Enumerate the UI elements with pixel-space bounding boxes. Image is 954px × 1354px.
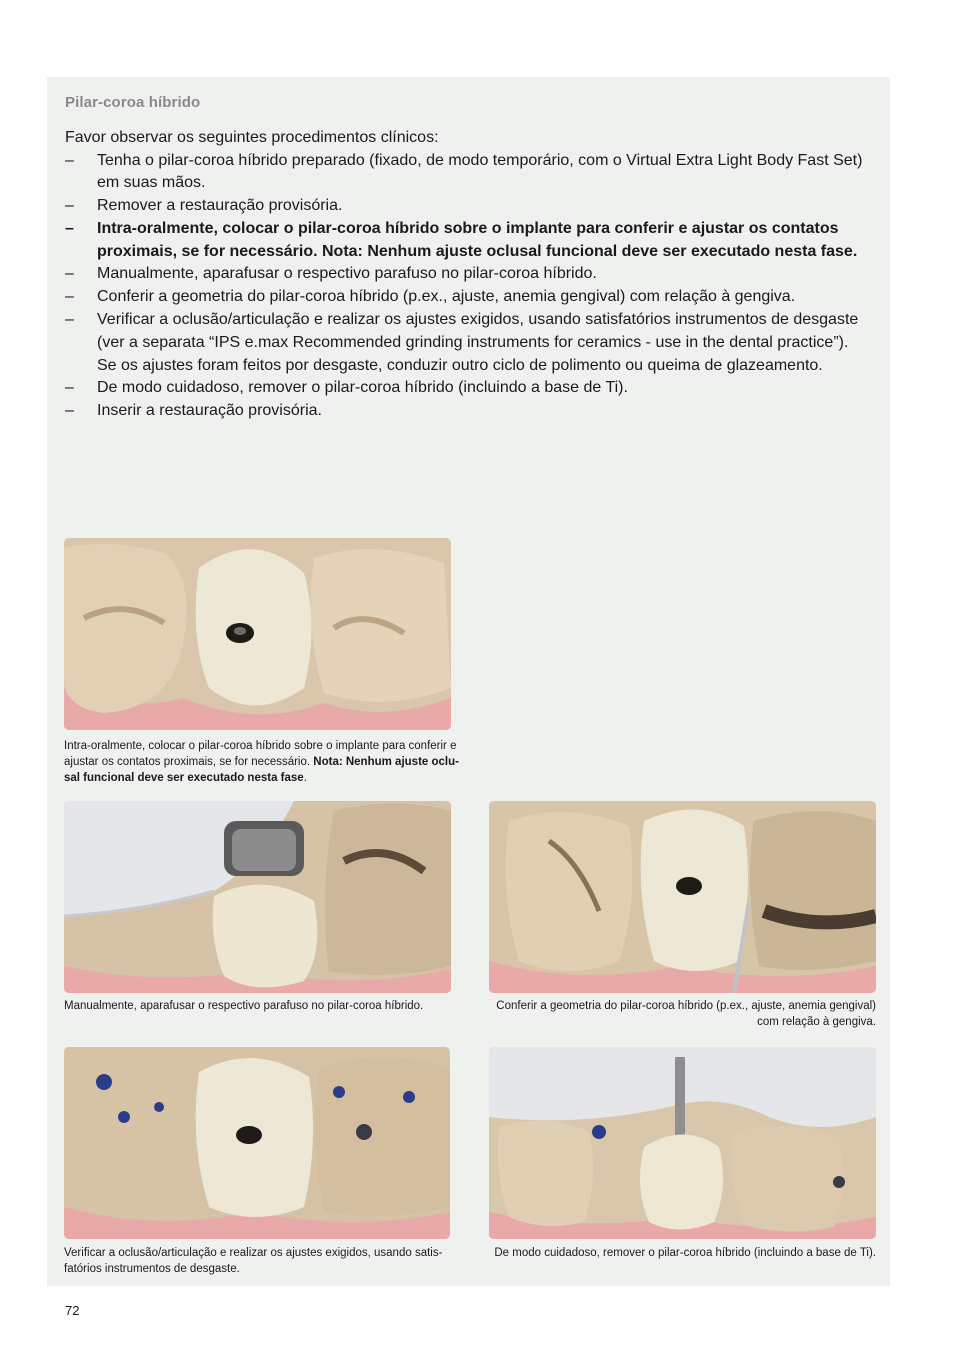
intro-text: Favor observar os seguintes procedimentos clínicos:: [65, 129, 439, 146]
caption-note: Nota: Nenhum ajuste oclusal funcional deve ser executado nesta fase: [64, 756, 459, 784]
caption-crown-removal: De modo cuidadoso, remover o pilar-coroa híbrido (incluindo a base de Ti).: [494, 1247, 876, 1259]
procedure-step-highlighted: [65, 218, 865, 264]
step-text: Tenha o pilar-coroa híbrido preparado (fixado, de modo temporário, com o Virtual Extra Light Body Fast Set) em suas mãos.: [97, 151, 863, 192]
step-text: Verificar a oclusão/articulação e realizar os ajustes exigidos, usando satisfatórios instrumentos de desgaste (ver a separata “IPS e.max Recommended grinding instruments for ceramics - use in the dental practice”). Se os ajustes foram feitos por desgaste, conduzir outro ciclo de polimento ou queima de glazeamento.: [97, 311, 859, 374]
procedure-step: [65, 195, 865, 218]
step-dash: –: [65, 197, 74, 215]
photo-screw-tightening: [64, 801, 451, 993]
caption-crown-placement: [64, 738, 459, 786]
section-title: Pilar-coroa híbrido: [65, 94, 201, 111]
caption-text: Intra-oralmente, colocar o pilar-coroa híbrido sobre o implante para conferir e ajustar os contatos proximais, se for necessário.: [64, 740, 457, 768]
caption-occlusion-check: Verificar a oclusão/articulação e realizar os ajustes exigidos, usando satisfatórios instrumentos de desgaste.: [64, 1247, 443, 1275]
caption-screw-tightening: Manualmente, aparafusar o respectivo parafuso no pilar-coroa híbrido.: [64, 1000, 424, 1012]
caption-gingiva-check: Conferir a geometria do pilar-coroa híbrido (p.ex., ajuste, anemia gengival) com relação à gengiva.: [496, 1000, 876, 1028]
procedure-step: [65, 309, 865, 377]
procedure-step: [65, 377, 865, 400]
procedure-step: [65, 400, 865, 423]
caption-end: .: [303, 772, 307, 784]
step-dash: –: [65, 288, 74, 306]
procedure-steps-list: [65, 150, 865, 424]
procedure-step: [65, 286, 865, 309]
step-dash: –: [65, 402, 74, 420]
step-dash: –: [65, 379, 74, 397]
photo-gingiva-check: [489, 801, 876, 993]
step-text: Conferir a geometria do pilar-coroa híbrido (p.ex., ajuste, anemia gengival) com relação à gengiva.: [97, 288, 796, 306]
step-text: Intra-oralmente, colocar o pilar-coroa híbrido sobre o implante para conferir e ajustar os contatos proximais, se for necessário. Nota: Nenhum ajuste oclusal funcional deve ser executado nesta fase.: [97, 219, 858, 260]
step-dash: –: [65, 265, 74, 283]
step-text: De modo cuidadoso, remover o pilar-coroa híbrido (incluindo a base de Ti).: [97, 379, 628, 397]
photo-crown-placement: [64, 538, 451, 730]
procedure-step: [65, 263, 865, 286]
step-text: Inserir a restauração provisória.: [97, 402, 322, 420]
step-text: Remover a restauração provisória.: [97, 197, 343, 215]
page-number: 72: [65, 1303, 80, 1318]
photo-crown-removal: [489, 1047, 876, 1239]
step-dash: –: [65, 219, 74, 237]
step-text: Manualmente, aparafusar o respectivo parafuso no pilar-coroa híbrido.: [97, 265, 597, 283]
step-dash: –: [65, 311, 74, 329]
photo-occlusion-check: [64, 1047, 450, 1239]
procedure-step: [65, 150, 865, 196]
step-dash: –: [65, 151, 74, 169]
